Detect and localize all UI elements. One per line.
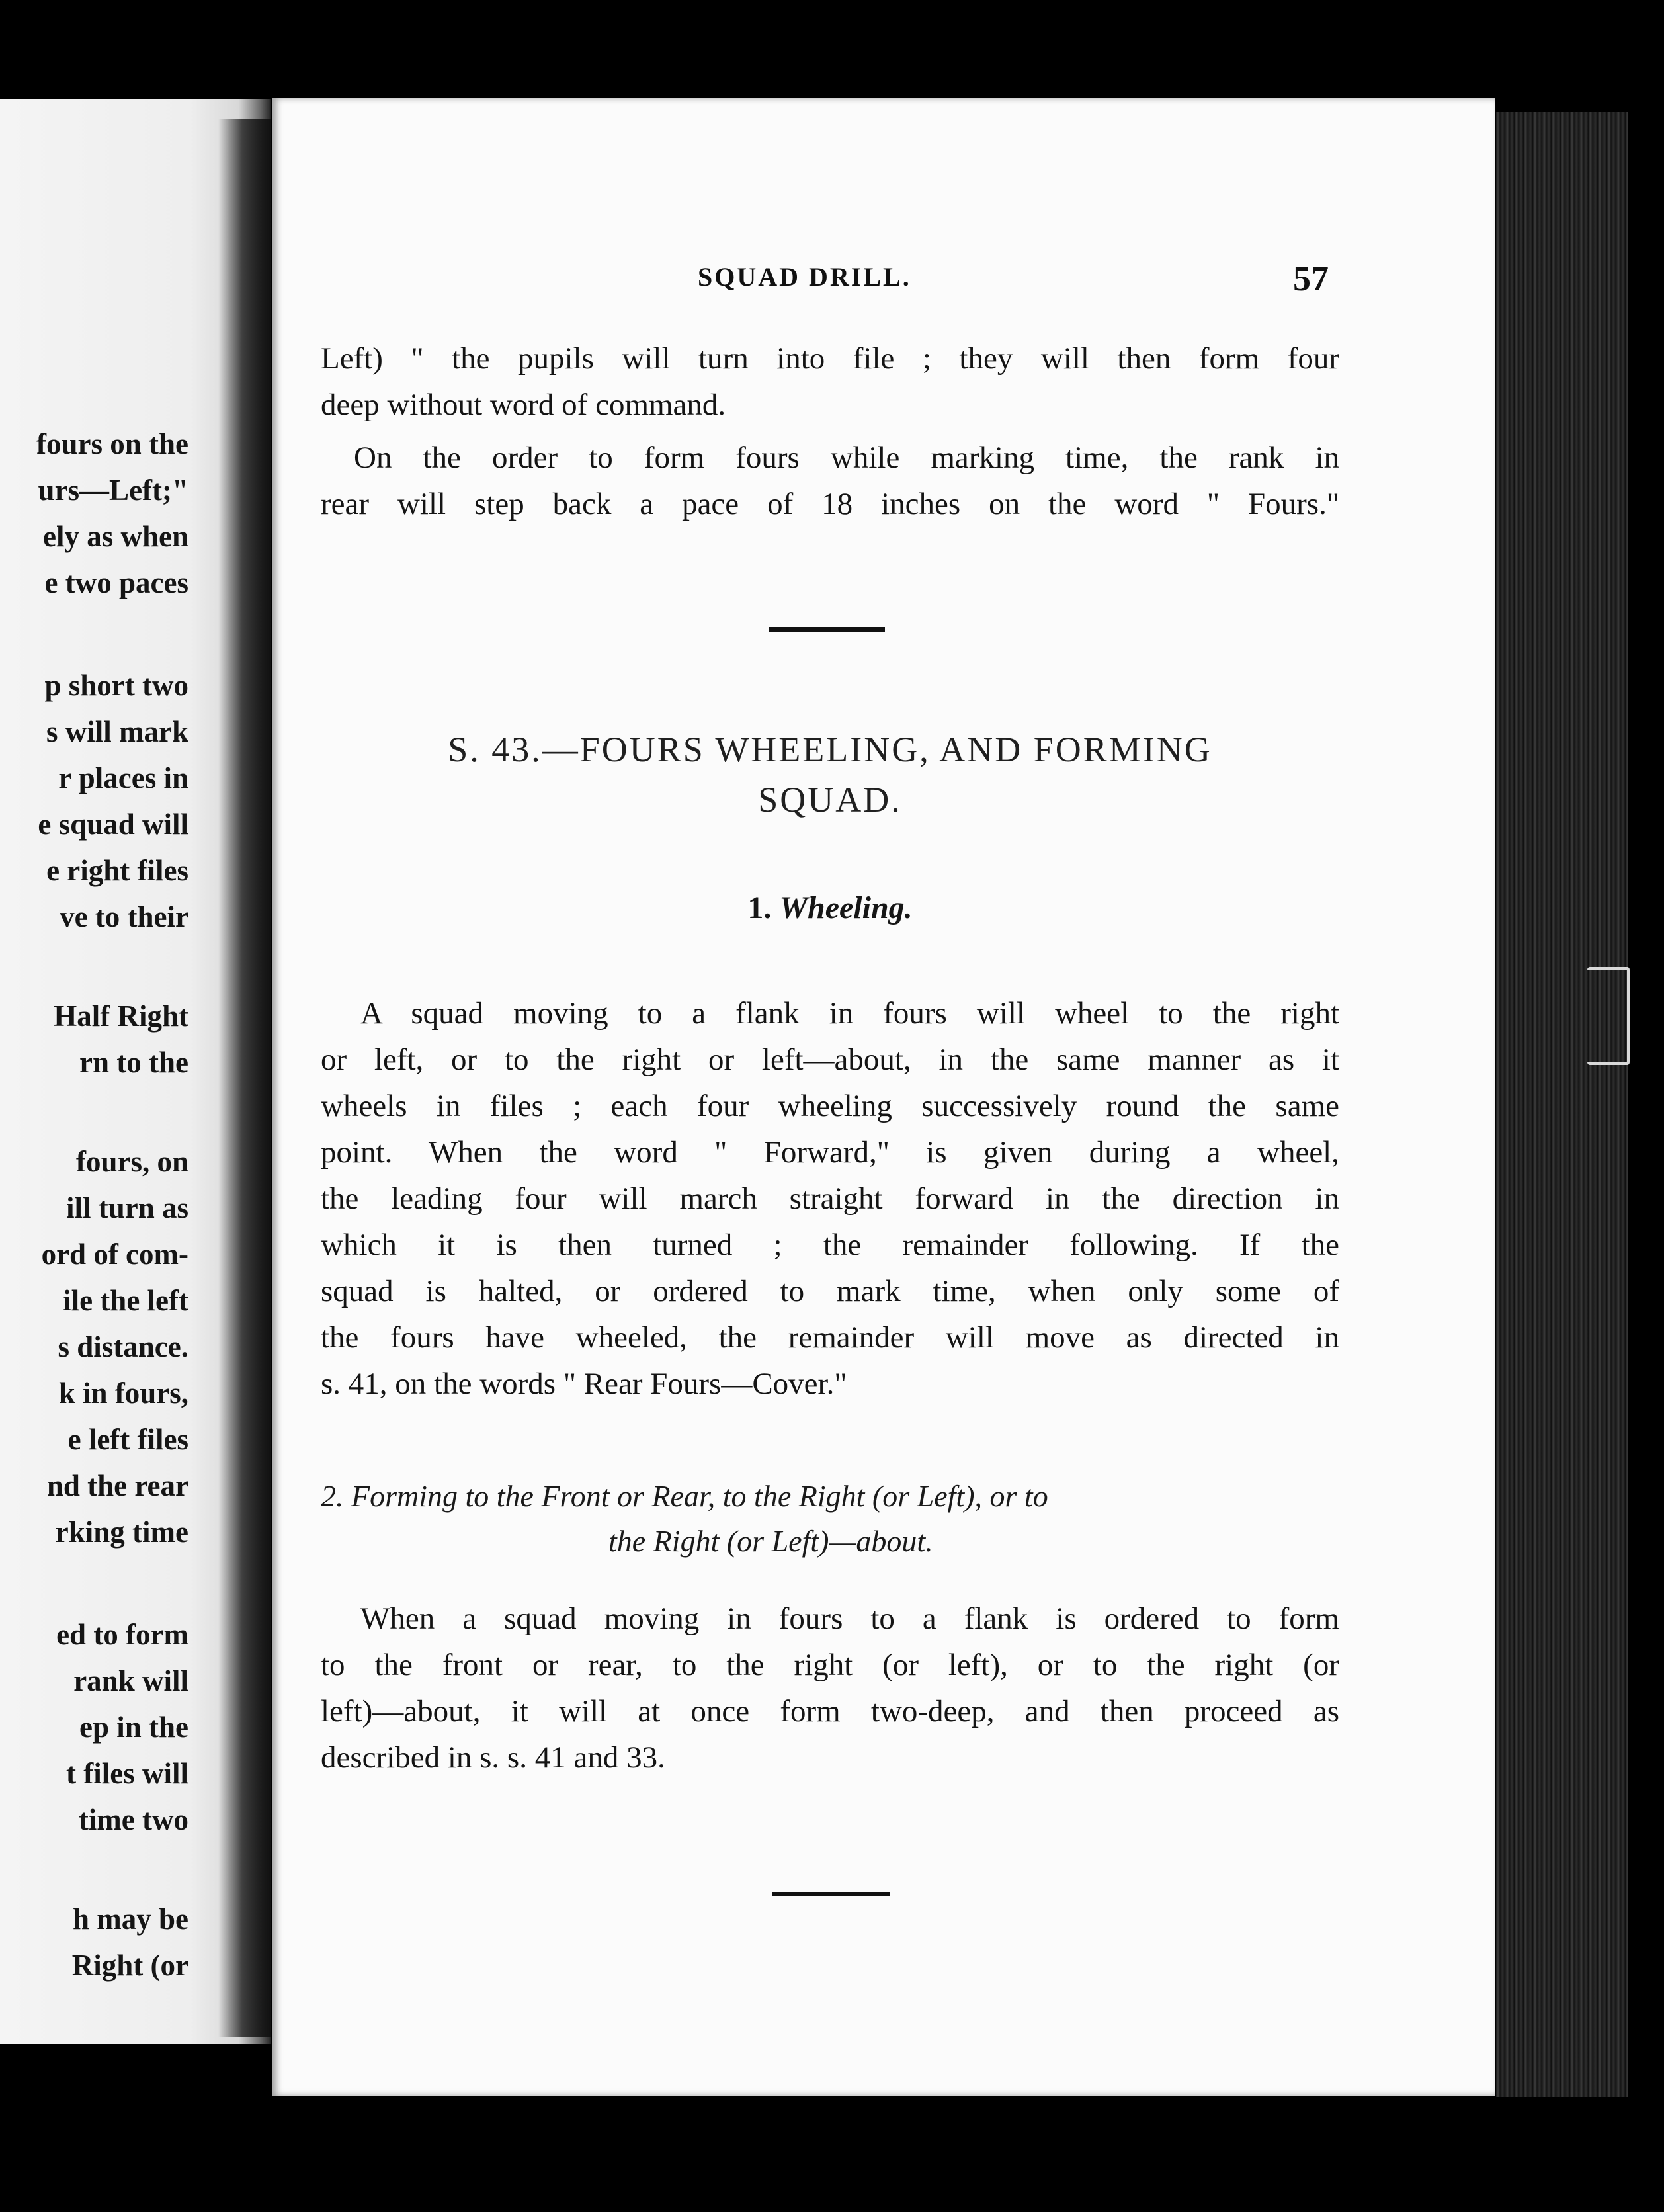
left-page-line: t files will — [66, 1757, 188, 1790]
subsection-heading-2-cont: the Right (or Left)—about. — [608, 1524, 933, 1558]
text-line: A squad moving to a flank in fours will wheel to the right — [360, 996, 1339, 1031]
book-gutter — [218, 119, 271, 2037]
subsection-heading — [321, 890, 1339, 926]
text-line: described in s. s. 41 and 33. — [321, 1740, 665, 1775]
subsection-number: 1. — [747, 890, 772, 925]
left-page-line: ely as when — [42, 520, 188, 553]
left-page-line: rank will — [73, 1664, 188, 1697]
running-title: SQUAD DRILL. — [698, 262, 911, 292]
left-page-line: r places in — [58, 761, 188, 794]
left-page-line: k in fours, — [58, 1377, 188, 1410]
left-page-line: e two paces — [44, 566, 188, 599]
bookmark-clip — [1587, 967, 1630, 1065]
text-line: or left, or to the right or left—about, in the same manner as it — [321, 1042, 1339, 1077]
text-line: wheels in files ; each four wheeling successively round the same — [321, 1089, 1339, 1123]
text-line: the leading four will march straight forward in the direction in — [321, 1181, 1339, 1216]
left-page-line: urs—Left;" — [38, 474, 188, 507]
left-page-line: rn to the — [79, 1046, 188, 1079]
section-title: S. 43.—FOURS WHEELING, AND FORMING — [448, 730, 1212, 769]
left-page-line: Right (or — [71, 1949, 188, 1982]
left-page-line: fours, on — [75, 1145, 188, 1178]
page-number: 57 — [1293, 259, 1329, 298]
text-line: which it is then turned ; the remainder following. If the — [321, 1228, 1339, 1262]
text-line: rear will step back a pace of 18 inches on the word " Fours." — [321, 487, 1339, 521]
subsection-title: Wheeling. — [779, 890, 913, 925]
section-title-cont: SQUAD. — [758, 780, 902, 820]
text-line: squad is halted, or ordered to mark time, when only some of — [321, 1274, 1339, 1308]
left-page-line: e squad will — [38, 808, 188, 841]
text-line: left)—about, it will at once form two-deep, and then proceed as — [321, 1694, 1339, 1728]
subsection-heading-2: 2. Forming to the Front or Rear, to the Right (or Left), or to — [321, 1479, 1048, 1513]
left-page-line: s distance. — [58, 1330, 188, 1363]
left-page-line: time two — [78, 1803, 188, 1836]
left-page-line: e right files — [46, 854, 188, 887]
left-page-line: ile the left — [63, 1284, 188, 1317]
left-page-line: p short two — [44, 669, 188, 702]
text-line: to the front or rear, to the right (or left), or to the right (or — [321, 1648, 1339, 1682]
section-divider — [769, 627, 885, 632]
text-line: s. 41, on the words " Rear Fours—Cover." — [321, 1367, 847, 1401]
left-page-line: h may be — [72, 1902, 188, 1936]
text-line: Left) " the pupils will turn into file ; they will then form four — [321, 341, 1339, 376]
end-divider — [772, 1892, 890, 1896]
left-page-line: ill turn as — [65, 1191, 188, 1224]
text-line: When a squad moving in fours to a flank is ordered to form — [360, 1601, 1339, 1636]
left-page-line: ep in the — [79, 1711, 188, 1744]
text-line: the fours have wheeled, the remainder will move as directed in — [321, 1320, 1339, 1355]
left-page-line: ve to their — [60, 900, 188, 933]
text-line: On the order to form fours while marking time, the rank in — [354, 441, 1339, 475]
left-page-line: ord of com- — [41, 1238, 188, 1271]
left-page-line: e left files — [67, 1423, 188, 1456]
left-page-line: nd the rear — [46, 1469, 188, 1502]
left-page-line: Half Right — [54, 1000, 188, 1033]
left-page-line: ed to form — [56, 1618, 188, 1651]
text-line: point. When the word " Forward," is given during a wheel, — [321, 1135, 1339, 1170]
left-page-line: s will mark — [46, 715, 188, 748]
left-page-line: fours on the — [36, 427, 188, 460]
text-line: deep without word of command. — [321, 388, 726, 422]
left-page-line: rking time — [55, 1515, 188, 1549]
page-edges — [1496, 112, 1628, 2097]
